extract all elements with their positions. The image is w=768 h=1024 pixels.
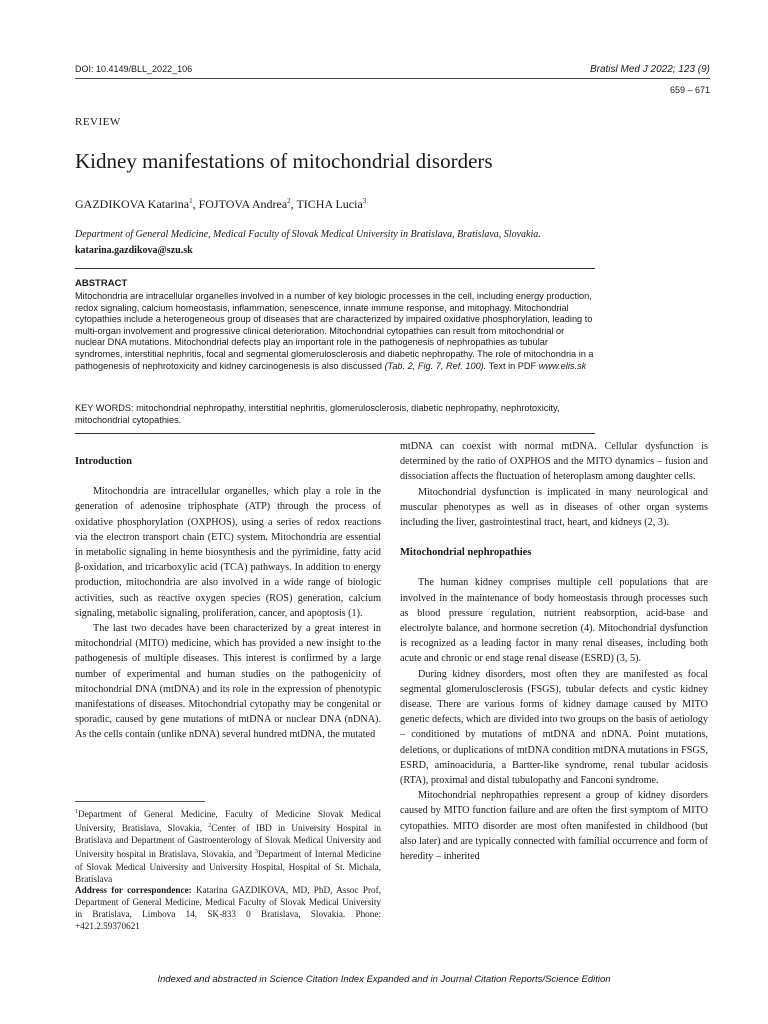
- author-name: FOJTOVA Andrea: [198, 197, 288, 211]
- page-range: 659 – 671: [669, 85, 710, 95]
- author-sup: 3: [362, 197, 367, 205]
- page-footer: Indexed and abstracted in Science Citation Index Expanded and in Journal Citation Reports/Science Edition: [157, 974, 611, 985]
- abstract-top-rule: [75, 268, 595, 269]
- author-sup: 2: [287, 197, 291, 205]
- paragraph: Mitochondrial dysfunction is implicated in many neurological and muscular phenotypes as well as in diseases of other organ systems including the liver, gastrointestinal tract, heart, and kidneys (2, 3).: [400, 486, 708, 529]
- affiliation-text: Department of General Medicine, Medical Faculty of Slovak Medical University in Bratislava, Bratislava, Slovakia.: [75, 229, 541, 240]
- paragraph: The last two decades have been characterized by a great interest in mitochondrial (MITO) medicine, which has provided a new insight to the pathogenesis of multiple diseases. This interest is confirmed by a large number of experimental and human studies on the pathogenicity of mitochondrial DNA (mtDNA) and its role in the expression of phenotypic manifestations of diseases. Mitochondrial cytopathy may be congenital or sporadic, caused by gene mutations of mtDNA or nuclear DNA (nDNA). As the cells contain (unlike nDNA) several hundred mtDNA, the mutated: [75, 623, 381, 741]
- affiliation: [75, 227, 555, 259]
- correspondence-text: Katarina GAZDIKOVA, MD, PhD, Assoc Prof, Department of General Medicine, Medical Faculty of Slovak Medical University in Bratislava, Limbova 14, SK-833 0 Bratislava, Slovakia. Phone: +421.2.59370621: [75, 885, 381, 932]
- footnote-rule: [75, 801, 205, 802]
- correspondence: [75, 884, 381, 932]
- author-name: TICHA Lucia: [296, 197, 363, 211]
- paragraph: Mitochondria are intracellular organelles, which play a role in the generation of adenosine triphosphate (ATP) through the process of oxidative phosphorylation (OXPHOS), using a series of redox reactions via the electron transport chain (ETC) system. Mitochondria are essential in metabolic signaling in heme biosynthesis and the pyrimidine, fatty acid β-oxidation, and tricarboxylic acid (TCA) pathways. In addition to energy production, mitochondria are also involved in a wide range of biologic activities, such as reactive oxygen species (ROS) generation, calcium signaling, metabolic signaling, proliferation, cancer, and apoptosis (1).: [75, 486, 381, 619]
- footnote-text: Department of Internal Medicine of Slovak Medical University and University Hospital, Hospital of St. Michala, Bratislava: [75, 849, 381, 884]
- footnote-text: Center of IBD in University Hospital in Bratislava and Department of Gastroenterology of Slovak Medical University and University hospital in Bratislava, Slovakia, and: [75, 823, 381, 860]
- keywords: KEY WORDS: mitochondrial nephropathy, interstitial nephritis, glomerulosclerosis, diabetic nephropathy, nephrotoxicity, mitochondrial cytopathies.: [75, 403, 560, 425]
- abstract-text: [75, 291, 595, 372]
- abstract-bottom-rule: [75, 433, 595, 434]
- pdf-link[interactable]: www.elis.sk: [538, 360, 587, 371]
- footnote-sup: 2: [208, 823, 212, 830]
- footnote-text: Department of General Medicine, Faculty of Medicine Slovak Medical University, Bratislava, Slovakia,: [75, 809, 381, 834]
- header-rule: [75, 78, 710, 79]
- abstract-body: Mitochondria are intracellular organelles involved in a number of key biologic processes in the cell, including energy production, redox signaling, calcium homeostasis, inflammation, senescence, innate immune response, and mitophagy. Mitochondrial cytopathies include a heterogeneous group of diseases that are characterized by impaired oxidative phosphorylation, leading to multi-organ involvement and progressive clinical deterioration. Mitochondrial cytopathies can result from mitochondrial or nuclear DNA mutations. Mitochondrial defects play an important role in the pathogenesis of nephropathies as tubular syndromes, interstitial nephritis, focal and segmental glomerulosclerosis and diabetic nephropathy. The role of mitochondria in a pathogenesis of nephrotoxicity and kidney carcinogenesis is also discussed: [75, 291, 594, 371]
- footnote-sup: 1: [75, 809, 78, 815]
- paragraph: The human kidney comprises multiple cell populations that are involved in the maintenance of body homeostasis through processes such as blood pressure regulation, nutrient reabsorption, acid-base and electrolyte balance, and hormone secretion (4). Mitochondrial dysfunction is recognized as a leading factor in many renal diseases, including both acute and chronic or end stage renal disease (ESRD) (3, 5).: [400, 577, 708, 665]
- abstract-refs: (Tab. 2, Fig. 7, Ref. 100).: [384, 360, 487, 371]
- paragraph: Mitochondrial nephropathies represent a group of kidney disorders caused by MITO function failure and are often the first symptom of MITO cytopathies. MITO disorder are most often manifested in childhood (but also later) and are typically connected with familial occurrence and form of heredity – inherited: [400, 790, 708, 863]
- author-sup: 1: [189, 197, 193, 205]
- section-label: REVIEW: [75, 116, 121, 128]
- paragraph: mtDNA can coexist with normal mtDNA. Cellular dysfunction is determined by the ratio of OXPHOS and the MITO dynamics – fusion and dissociation affects the fluctuation of heteroplasm among daughter cells.: [400, 441, 708, 483]
- abstract-heading: ABSTRACT: [75, 278, 128, 289]
- left-column: [75, 454, 381, 743]
- section-heading: Mitochondrial nephropathies: [400, 547, 532, 559]
- doi: DOI: 10.4149/BLL_2022_106: [75, 64, 193, 74]
- author-list: GAZDIKOVA Katarina$^1$, FOJTOVA Andrea$^2$, TICHA Lucia$^3$: [75, 197, 367, 211]
- affiliation-footnote: [75, 806, 381, 885]
- correspondence-label: Address for correspondence:: [75, 885, 192, 895]
- footnote-sup: 3: [254, 849, 258, 856]
- journal-citation: Bratisl Med J 2022; 123 (9): [589, 64, 710, 75]
- abstract-pdf-text: Text in PDF: [486, 360, 539, 371]
- author-email[interactable]: katarina.gazdikova@szu.sk: [75, 245, 193, 256]
- author-name: GAZDIKOVA Katarina: [75, 197, 190, 211]
- section-heading: Introduction: [75, 456, 132, 467]
- right-column: [400, 439, 708, 864]
- article-title: Kidney manifestations of mitochondrial disorders: [75, 149, 493, 173]
- paragraph: During kidney disorders, most often they are manifested as focal segmental glomerulosclerosis (FSGS), tubular defects and cystic kidney disease. There are various forms of kidney damage caused by MITO genetic defects, which are divided into two groups on the basis of aetiology – conditioned by mutations of mtDNA and nDNA. Point mutations, deletions, or duplications of mtDNA condition mtDNA mutations in FSGS, ESRD, aminoaciduria, a Bartter-like syndrome, renal tubular acidosis (RTA), proximal and distal tubulopathy and Fanconi syndrome.: [400, 668, 708, 787]
